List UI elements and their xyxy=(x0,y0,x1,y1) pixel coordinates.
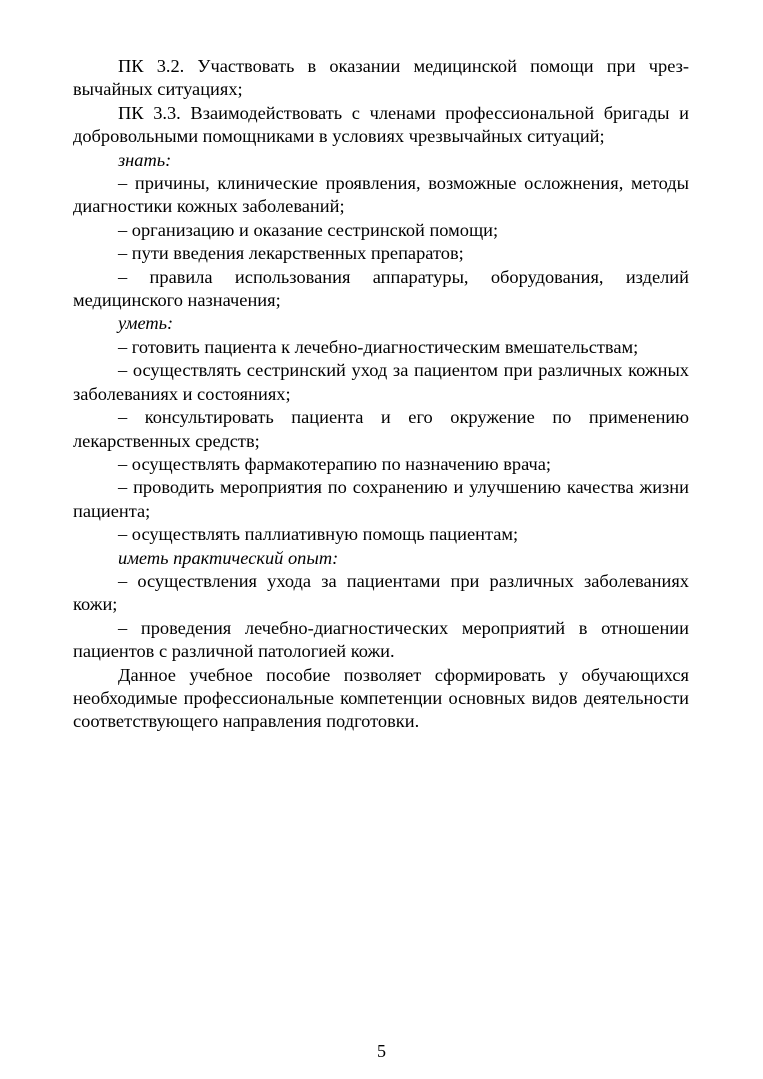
list-item-experience-2: – проведения лечебно-диагностических мероприятий в отношении пациентов с различной патологией кожи. xyxy=(73,617,689,662)
list-item-know-4: – правила использования аппаратуры, оборудования, изделий медицинского назначения; xyxy=(73,266,689,311)
list-item-able-5: – проводить мероприятия по сохранению и улучшению качества жизни пациента; xyxy=(73,477,689,521)
paragraph-pk-3-3: ПК 3.3. Взаимодействовать с членами профессиональной бригады и добровольными помощниками в условиях чрезвычайных ситуаций; xyxy=(73,102,689,147)
page-number: 5 xyxy=(377,1041,386,1061)
paragraph-pk-3-2: ПК 3.2. Участвовать в оказании медицинской помощи при чрезвычайных ситуациях; xyxy=(73,56,689,100)
heading-be-able: уметь: xyxy=(118,313,174,334)
list-item-able-6: – осуществлять паллиативную помощь пациентам; xyxy=(118,524,519,545)
list-item-experience-1: – осуществления ухода за пациентами при различных заболеваниях кожи; xyxy=(73,570,689,615)
list-item-able-3: – консультировать пациента и его окружение по применению лекарственных средств; xyxy=(73,407,689,451)
list-item-able-1: – готовить пациента к лечебно-диагностическим вмешательствам; xyxy=(118,336,639,357)
list-item-able-2: – осуществлять сестринский уход за пациентом при различных кожных заболеваниях и состояниях; xyxy=(73,360,689,404)
list-item-know-1: – причины, клинические проявления, возможные осложнения, методы диагностики кожных заболеваний; xyxy=(73,173,689,217)
heading-know: знать: xyxy=(118,149,172,170)
list-item-know-3: – пути введения лекарственных препаратов; xyxy=(118,243,464,264)
heading-practical-experience: иметь практический опыт: xyxy=(118,547,339,568)
page-body xyxy=(73,55,689,734)
paragraph-conclusion: Данное учебное пособие позволяет сформировать у обучающихся необходимые профессиональные компетенции основных видов деятельности соответствующего направления подготовки. xyxy=(73,664,689,732)
list-item-able-4: – осуществлять фармакотерапию по назначению врача; xyxy=(118,453,552,474)
list-item-know-2: – организацию и оказание сестринской помощи; xyxy=(118,219,499,240)
